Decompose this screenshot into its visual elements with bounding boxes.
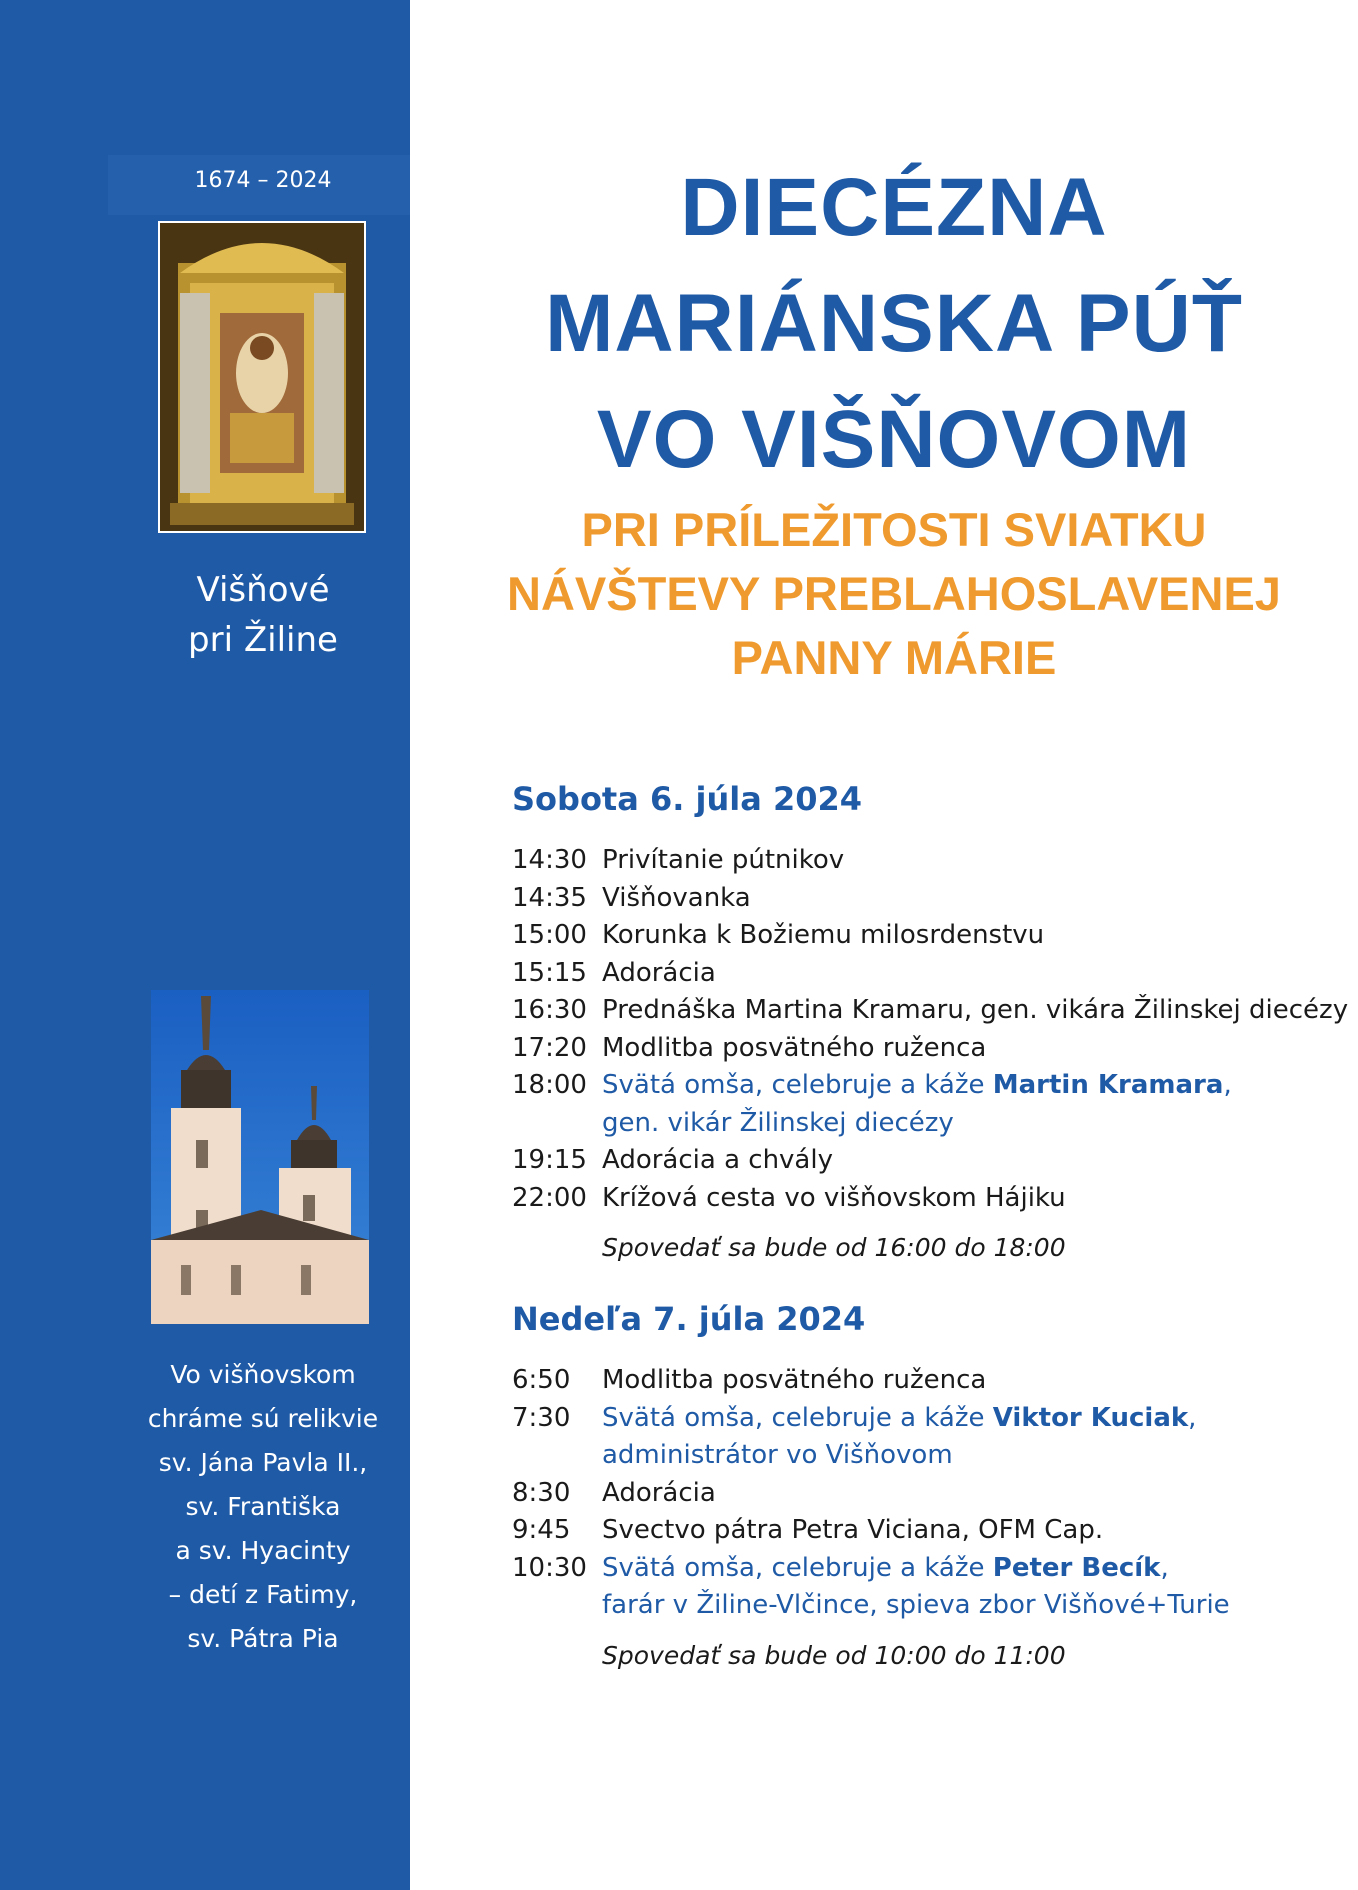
- title-line-2: MARIÁNSKA PÚŤ: [545, 278, 1243, 369]
- schedule-time: 14:30: [512, 845, 587, 875]
- schedule-time-empty: [512, 1587, 602, 1625]
- relics-line: a sv. Hyacinty: [175, 1536, 351, 1565]
- place-line-2: pri Žiline: [188, 620, 338, 660]
- schedule-row: [512, 1030, 1352, 1068]
- schedule-row: [512, 880, 1352, 918]
- mass-pre: Svätá omša, celebruje a káže: [602, 1552, 993, 1583]
- mass-text: [602, 1067, 1352, 1105]
- schedule-time: 7:30: [512, 1402, 571, 1433]
- schedule-time: 15:00: [512, 920, 587, 950]
- mass-post: ,: [1188, 1402, 1197, 1433]
- schedule-time: 19:15: [512, 1145, 587, 1175]
- celebrant-name: Viktor Kuciak: [992, 1402, 1189, 1433]
- schedule-row-mass: [512, 1550, 1352, 1588]
- schedule-row-continued: [512, 1587, 1352, 1625]
- main-title: [430, 150, 1358, 498]
- schedule-row: [512, 955, 1352, 993]
- schedule-text: Svectvo pátra Petra Viciana, OFM Cap.: [602, 1515, 1104, 1545]
- saturday-schedule: [512, 780, 1352, 1262]
- schedule-row: [512, 1475, 1352, 1513]
- mass-post: ,: [1223, 1070, 1232, 1100]
- schedule-text: Prednáška Martina Kramaru, gen. vikára Žilinskej diecézy: [602, 995, 1349, 1025]
- place-line-1: Višňové: [196, 570, 330, 610]
- church-photo: [151, 990, 369, 1324]
- mass-pre: Svätá omša, celebruje a káže: [602, 1070, 993, 1100]
- schedule-text: Modlitba posvätného ruženca: [602, 1365, 987, 1395]
- relics-line: sv. Jána Pavla II.,: [158, 1448, 368, 1477]
- mass-text-line2: administrátor vo Višňovom: [602, 1440, 953, 1470]
- shrine-photo: [158, 221, 366, 533]
- shrine-illustration: [160, 223, 364, 531]
- schedule-row: [512, 1180, 1352, 1218]
- schedule-time: 16:30: [512, 995, 587, 1025]
- schedule-row: [512, 917, 1352, 955]
- mass-text-line2: gen. vikár Žilinskej diecézy: [602, 1107, 954, 1138]
- schedule-row: [512, 1512, 1352, 1550]
- place-name: [108, 565, 418, 665]
- schedule-row-continued: [512, 1437, 1352, 1475]
- sunday-title: Nedeľa 7. júla 2024: [512, 1300, 866, 1338]
- schedule-time: 14:35: [512, 882, 587, 913]
- schedule-row-mass: [512, 1400, 1352, 1438]
- schedule-time: 22:00: [512, 1182, 587, 1213]
- schedule-text: Adorácia: [602, 1477, 716, 1508]
- schedule-time-empty: [512, 1437, 602, 1475]
- confession-note: Spovedať sa bude od 10:00 do 11:00: [602, 1640, 1066, 1670]
- subtitle-line-1: PRI PRÍLEŽITOSTI SVIATKU: [581, 503, 1207, 556]
- mass-pre: Svätá omša, celebruje a káže: [602, 1402, 993, 1433]
- schedule-time: 15:15: [512, 957, 587, 988]
- schedule-text: Korunka k Božiemu milosrdenstvu: [602, 920, 1045, 950]
- schedule-time: 17:20: [512, 1032, 587, 1063]
- schedule-time: 9:45: [512, 1515, 571, 1545]
- schedule-text: Adorácia: [602, 957, 716, 988]
- schedule-row-mass: [512, 1067, 1352, 1105]
- schedule-time: 18:00: [512, 1070, 587, 1100]
- mass-text: [602, 1550, 1352, 1588]
- schedule-text: Višňovanka: [602, 882, 751, 913]
- saturday-title: Sobota 6. júla 2024: [512, 780, 863, 818]
- relics-text: [108, 1353, 418, 1661]
- relics-line: Vo višňovskom: [170, 1360, 356, 1389]
- mass-post: ,: [1160, 1552, 1169, 1583]
- church-illustration: [151, 990, 369, 1324]
- schedule-text: Modlitba posvätného ruženca: [602, 1032, 987, 1063]
- schedule-time-empty: [512, 1105, 602, 1143]
- schedule-time: 10:30: [512, 1552, 587, 1583]
- mass-text-line2: farár v Žiline-Vlčince, spieva zbor Višňové+Turie: [602, 1590, 1230, 1620]
- schedule-row: [512, 842, 1352, 880]
- schedule-row: [512, 1362, 1352, 1400]
- title-line-3: VO VIŠŇOVOM: [596, 394, 1192, 485]
- celebrant-name: Martin Kramara: [992, 1070, 1224, 1100]
- relics-line: sv. Pátra Pia: [187, 1624, 339, 1653]
- schedule-text: Adorácia a chvály: [602, 1145, 833, 1175]
- schedule-time: 8:30: [512, 1477, 571, 1508]
- celebrant-name: Peter Becík: [992, 1552, 1161, 1583]
- mass-text: [602, 1400, 1352, 1438]
- relics-line: chráme sú relikvie: [147, 1404, 379, 1433]
- schedule-time: 6:50: [512, 1365, 571, 1395]
- sunday-schedule: [512, 1300, 1352, 1670]
- relics-line: – detí z Fatimy,: [168, 1580, 358, 1609]
- subtitle-line-3: PANNY MÁRIE: [731, 631, 1057, 684]
- confession-note: Spovedať sa bude od 16:00 do 18:00: [602, 1233, 1066, 1262]
- schedule-row: [512, 992, 1352, 1030]
- schedule-row-continued: [512, 1105, 1352, 1143]
- schedule-row: [512, 1142, 1352, 1180]
- schedule-text: Privítanie pútnikov: [602, 845, 845, 875]
- subtitle: [430, 498, 1358, 690]
- subtitle-line-2: NÁVŠTEVY PREBLAHOSLAVENEJ: [507, 567, 1281, 620]
- title-line-1: DIECÉZNA: [680, 162, 1108, 253]
- schedule-text: Krížová cesta vo višňovskom Hájiku: [602, 1182, 1066, 1213]
- years-label: 1674 – 2024: [194, 168, 332, 193]
- relics-line: sv. Františka: [185, 1492, 341, 1521]
